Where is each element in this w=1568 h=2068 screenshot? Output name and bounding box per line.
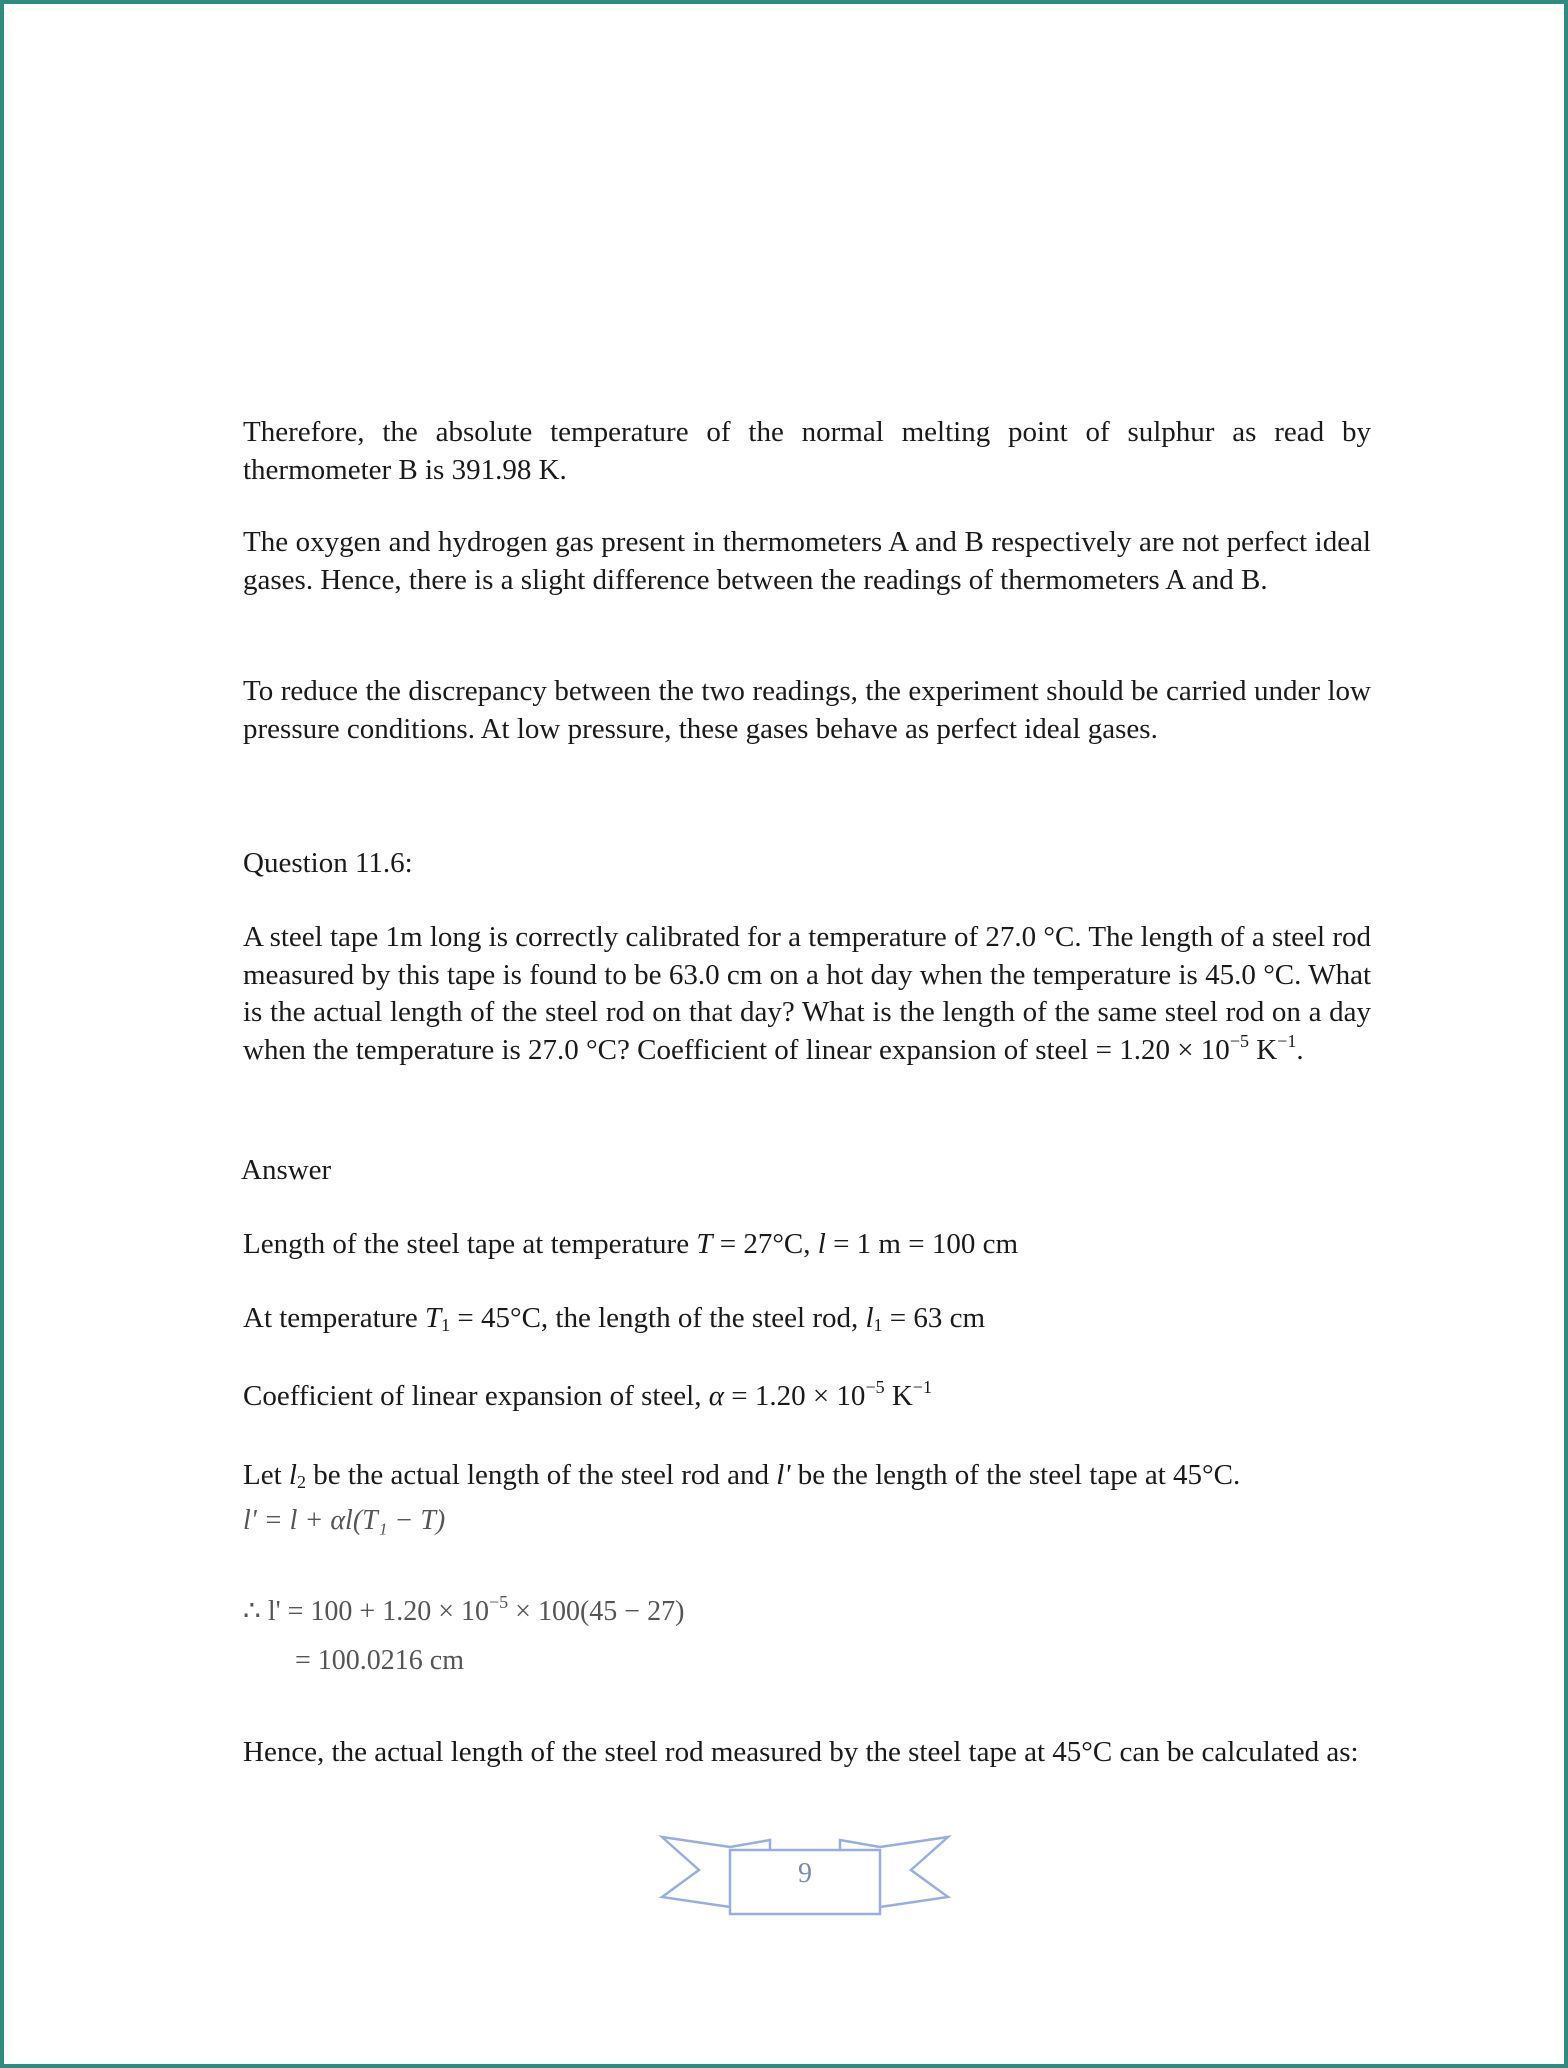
equation-expansion: l' = l + αl(T₁ − T): [243, 1505, 446, 1536]
paragraph-explanation: The oxygen and hydrogen gas present in thermometers A and B respectively are not perfect ideal gases. Hence, there is a slight difference between the readings of thermometers A and B.: [243, 526, 1371, 596]
given-coefficient: Coefficient of linear expansion of steel, $\alpha = 1.20 \times 10^{-5}$ $K^{-1}$: [243, 1377, 932, 1412]
question-title: Question 11.6:: [243, 847, 413, 879]
paragraph-result: Therefore, the absolute temperature of the normal melting point of sulphur as read by thermometer B is 391.98 K.: [243, 416, 1371, 486]
equation-result: = 100.0216 cm: [295, 1645, 464, 1676]
definition-line: Let $l_2$ be the actual length of the steel rod and l' be the length of the steel tape at 45°C.: [243, 1459, 1241, 1492]
paragraph-hence: Hence, the actual length of the steel rod measured by the steel tape at 45°C can be calculated as:: [243, 1736, 1359, 1768]
page-number: 9: [798, 1858, 812, 1889]
given-tape-length: Length of the steel tape at temperature T = 27°C, l = 1 m = 100 cm: [243, 1228, 1019, 1260]
answer-label: Answer: [241, 1154, 332, 1186]
paragraph-discrepancy: To reduce the discrepancy between the two readings, the experiment should be carried under low pressure conditions. At low pressure, these gases behave as perfect ideal gases.: [243, 675, 1371, 745]
page-number-ribbon: [655, 1830, 955, 1925]
question-text: A steel tape 1m long is correctly calibrated for a temperature of 27.0 °C. The length of a steel rod measured by this tape is found to be 63.0 cm on a hot day when the temperature is 45.0 °C. What is the actual length of the steel rod on that day? What is the length of the same steel rod on a day when the temperature is 27.0 °C? Coefficient of linear expansion of steel = $1.20 \times 10^{-5}$ $K^{-1}$.: [243, 921, 1371, 1066]
equation-substitution: ∴ $l' = 100 + 1.20 \times 10^{-5} \times 100(45 - 27)$: [243, 1592, 685, 1627]
given-rod-length: At temperature $T_1 = 45^\circ C$, the length of the steel rod, $l_1 = 63$ cm: [243, 1302, 986, 1335]
